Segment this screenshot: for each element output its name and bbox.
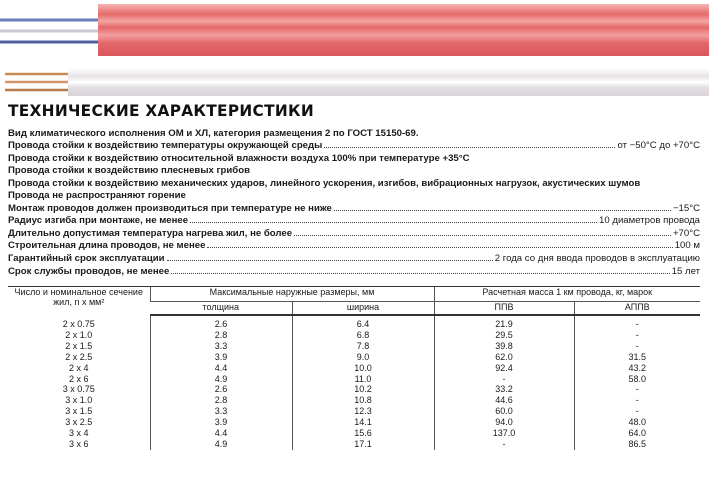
table-row: [8, 439, 700, 450]
section-title: ТЕХНИЧЕСКИЕ ХАРАКТЕРИСТИКИ: [8, 101, 314, 120]
cell-ppv: 94.0: [434, 417, 574, 428]
cell-section: 3 x 1.0: [65, 395, 93, 406]
table-row: [8, 395, 700, 406]
cell-ppv: 21.9: [434, 315, 574, 330]
cell-width: 12.3: [292, 406, 434, 417]
cell-width: 9.0: [292, 352, 434, 363]
cell-section: 3 x 0.75: [62, 384, 95, 395]
cell-width: 6.4: [292, 315, 434, 330]
cell-appv: 43.2: [574, 363, 700, 374]
table-row: [8, 406, 700, 417]
spec-item: Провода стойки к воздействию относительной влажности воздуха 100% при температуре +35°С: [8, 152, 470, 164]
cell-ppv: 137.0: [434, 428, 574, 439]
cell-width: 10.0: [292, 363, 434, 374]
cell-thickness: 3.3: [150, 406, 292, 417]
cell-section: 3 x 1.5: [65, 406, 93, 417]
cell-section: 2 x 4: [68, 362, 89, 373]
cell-width: 10.2: [292, 384, 434, 395]
cell-appv: -: [574, 395, 700, 406]
cell-thickness: 4.9: [150, 439, 292, 450]
cell-thickness: 2.6: [150, 315, 292, 330]
cell-ppv: 33.2: [434, 384, 574, 395]
cell-thickness: 3.9: [150, 417, 292, 428]
cell-ppv: -: [434, 374, 574, 385]
red-wire: [0, 4, 709, 56]
cell-section: 3 x 2.5: [65, 417, 93, 428]
header-appv: АППВ: [574, 302, 700, 316]
cell-width: 7.8: [292, 341, 434, 352]
cell-ppv: -: [434, 439, 574, 450]
header-dimensions: Максимальные наружные размеры, мм: [150, 287, 434, 302]
spec-item: Гарантийный срок эксплуатации 2 года со дня ввода проводов в эксплуатацию: [8, 253, 700, 265]
table-row: [8, 374, 700, 385]
cell-appv: -: [574, 330, 700, 341]
cell-ppv: 29.5: [434, 330, 574, 341]
cell-width: 10.8: [292, 395, 434, 406]
spec-item: Провода стойки к воздействию плесневых грибов: [8, 165, 250, 177]
cell-thickness: 2.8: [150, 330, 292, 341]
table-row: [8, 417, 700, 428]
header-core-count: Число и номинальное сечение жил, n x мм²: [8, 287, 150, 316]
cell-appv: 31.5: [574, 352, 700, 363]
cell-thickness: 4.9: [150, 374, 292, 385]
cell-thickness: 2.6: [150, 384, 292, 395]
cell-ppv: 92.4: [434, 363, 574, 374]
table-row: [8, 341, 700, 352]
table-row: [8, 428, 700, 439]
cell-ppv: 60.0: [434, 406, 574, 417]
spec-item: Срок службы проводов, не менее 15 лет: [8, 265, 700, 277]
spec-item: Строительная длина проводов, не менее 100 м: [8, 240, 700, 252]
cell-width: 15.6: [292, 428, 434, 439]
cell-appv: 64.0: [574, 428, 700, 439]
spec-item: Радиус изгиба при монтаже, не менее 10 диаметров провода: [8, 215, 700, 227]
cell-section: 2 x 1.0: [65, 329, 93, 340]
spec-item: Монтаж проводов должен производиться при температуре не ниже −15°С: [8, 202, 700, 214]
cell-thickness: 3.3: [150, 341, 292, 352]
spec-list: [8, 126, 700, 277]
cell-appv: 86.5: [574, 439, 700, 450]
cell-thickness: 4.4: [150, 428, 292, 439]
spec-item: Провода стойки к воздействию механических ударов, линейного ускорения, изгибов, вибрационных нагрузок, акустических шумов: [8, 177, 641, 189]
header-ppv: ППВ: [434, 302, 574, 316]
table-row: [8, 384, 700, 395]
spec-item: Провода не распространяют горение: [8, 190, 186, 202]
header-mass: Расчетная масса 1 км провода, кг, марок: [434, 287, 700, 302]
cell-appv: -: [574, 384, 700, 395]
header-thickness: толщина: [150, 302, 292, 316]
cell-appv: -: [574, 406, 700, 417]
spec-item: Вид климатического исполнения ОМ и ХЛ, категория размещения 2 по ГОСТ 15150-69.: [8, 127, 419, 139]
cell-section: 2 x 1.5: [65, 340, 93, 351]
table-row: [8, 363, 700, 374]
cell-thickness: 4.4: [150, 363, 292, 374]
cell-section: 3 x 6: [68, 438, 89, 449]
cell-thickness: 3.9: [150, 352, 292, 363]
cell-appv: -: [574, 341, 700, 352]
table-row: [8, 330, 700, 341]
cell-width: 17.1: [292, 439, 434, 450]
specs-table: [8, 286, 700, 450]
cell-section: 2 x 6: [68, 373, 89, 384]
cell-thickness: 2.8: [150, 395, 292, 406]
cell-width: 11.0: [292, 374, 434, 385]
cell-section: 2 x 0.75: [62, 318, 95, 329]
cell-width: 14.1: [292, 417, 434, 428]
cell-appv: 48.0: [574, 417, 700, 428]
cell-section: 3 x 4: [68, 428, 89, 439]
cell-section: 2 x 2.5: [65, 351, 93, 362]
product-photo: [0, 0, 709, 100]
white-wire: [5, 68, 709, 96]
cell-ppv: 44.6: [434, 395, 574, 406]
cell-ppv: 39.8: [434, 341, 574, 352]
cell-appv: -: [574, 315, 700, 330]
cell-width: 6.8: [292, 330, 434, 341]
cell-ppv: 62.0: [434, 352, 574, 363]
table-row: [8, 352, 700, 363]
cell-appv: 58.0: [574, 374, 700, 385]
table-row: [8, 315, 700, 330]
header-width: ширина: [292, 302, 434, 316]
table-body: [8, 315, 700, 450]
spec-item: Длительно допустимая температура нагрева жил, не более +70°С: [8, 227, 700, 239]
spec-item: Провода стойки к воздействию температуры окружающей среды от −50°С до +70°С: [8, 140, 700, 152]
